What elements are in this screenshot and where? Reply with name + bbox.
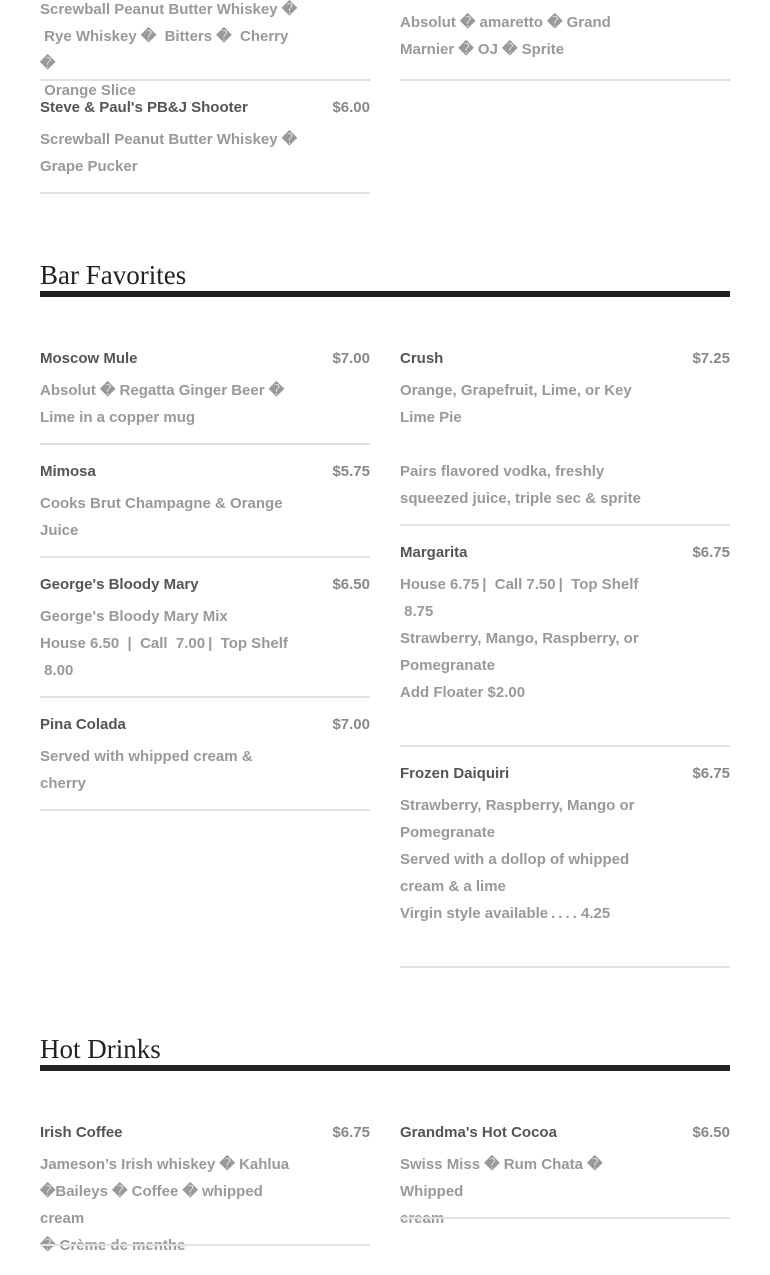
item-name: George's Bloody Mary (40, 576, 199, 593)
item-divider (400, 966, 730, 968)
item-price: $7.00 (332, 350, 370, 367)
item-description: Absolut � amaretto � Grand Marnier � OJ � Sprite (400, 14, 611, 58)
section-title-bar-favorites: Bar Favorites (40, 260, 187, 290)
item-divider (40, 1244, 370, 1246)
item-price: $6.75 (332, 1124, 370, 1141)
item-divider (40, 79, 370, 81)
section-underline (40, 1065, 730, 1071)
item-name: Moscow Mule (40, 350, 138, 367)
item-divider (40, 443, 370, 445)
item-description: Strawberry, Raspberry, Mango or Pomegranate Served with a dollop of whipped cream & a lime Virgin style available . . . . 4.25 (400, 797, 635, 922)
item-divider (40, 809, 370, 811)
item-name: Margarita (400, 544, 468, 561)
section-underline (40, 291, 730, 297)
item-description: Screwball Peanut Butter Whiskey � Grape Pucker (40, 131, 298, 175)
item-price: $7.25 (692, 350, 730, 367)
item-description: Cooks Brut Champagne & Orange Juice (40, 495, 283, 539)
item-name: Crush (400, 350, 444, 367)
item-description: Served with whipped cream & cherry (40, 748, 253, 792)
item-description: Swiss Miss � Rum Chata � Whipped (400, 1156, 603, 1200)
section-title-hot-drinks: Hot Drinks (40, 1034, 161, 1064)
item-description: House 6.75 | Call 7.50 | Top Shelf 8.75 Strawberry, Mango, Raspberry, or Pomegranate Add Floater $2.00 (400, 576, 639, 701)
item-price: $6.50 (332, 576, 370, 593)
item-divider (40, 696, 370, 698)
item-description: Orange, Grapefruit, Lime, or Key Lime Pie Pairs flavored vodka, freshly squeezed juice, triple sec & sprite (400, 382, 641, 507)
item-divider (400, 1217, 730, 1219)
item-divider (40, 192, 370, 194)
item-price: $6.50 (692, 1124, 730, 1141)
item-description: Screwball Peanut Butter Whiskey � Rye Whiskey � Bitters � Cherry � Orange Slice (40, 1, 298, 99)
item-name: Mimosa (40, 463, 96, 480)
item-price: $6.75 (692, 765, 730, 782)
item-name: Grandma's Hot Cocoa (400, 1124, 557, 1141)
item-price: $5.75 (332, 463, 370, 480)
item-name: Pina Colada (40, 716, 126, 733)
item-name: Steve & Paul's PB&J Shooter (40, 99, 248, 116)
item-divider (400, 524, 730, 526)
item-description: George's Bloody Mary Mix House 6.50 | Call 7.00 | Top Shelf 8.00 (40, 608, 288, 679)
item-price: $6.00 (332, 99, 370, 116)
item-description: Jameson’s Irish whiskey � Kahlua �Baileys � Coffee � whipped cream (40, 1156, 290, 1227)
item-name: Frozen Daiquiri (400, 765, 510, 782)
item-description: Absolut � Regatta Ginger Beer � Lime in a copper mug (40, 382, 285, 426)
item-divider (40, 556, 370, 558)
item-divider (400, 79, 730, 81)
item-divider (400, 745, 730, 747)
item-price: $6.75 (692, 544, 730, 561)
item-price: $7.00 (332, 716, 370, 733)
item-name: Irish Coffee (40, 1124, 123, 1141)
